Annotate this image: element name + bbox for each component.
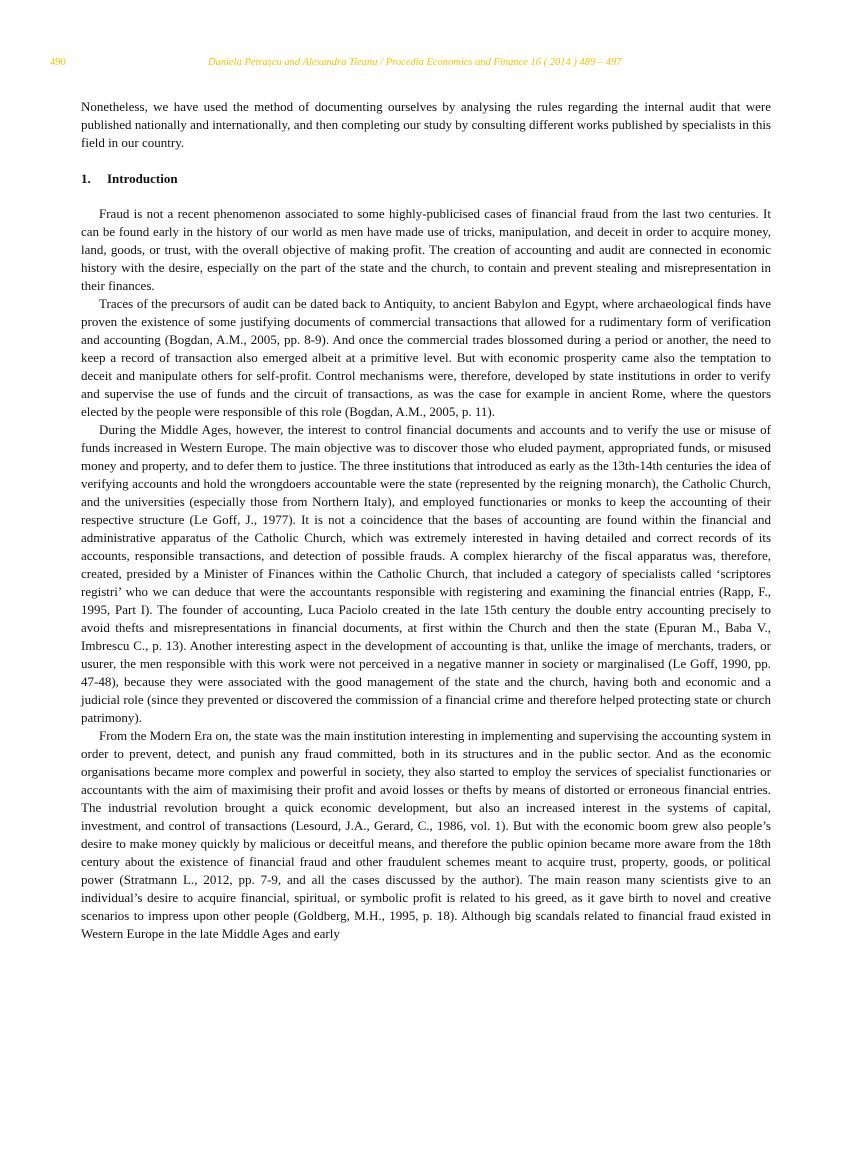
section-heading <box>81 170 771 188</box>
paragraph: Fraud is not a recent phenomenon associated to some highly-publicised cases of financial fraud from the last two centuries. It can be found early in the history of our world as men have made use of tricks, manipulation, and deceit in order to acquire money, land, goods, or trust, with the overall objective of making profit. The creation of accounting and audit are connected in economic history with the desire, especially on the part of the state and the church, to contain and prevent stealing and misrepresentation in their finances. <box>81 206 771 293</box>
paragraph: From the Modern Era on, the state was the main institution interesting in implementing and supervising the accounting system in order to prevent, detect, and punish any fraud committed, both in its structures and in the public sector. And as the economic organisations became more complex and powerful in society, they also started to employ the services of specialist functionaries or accountants with the aim of maximising their profit and avoid losses or thefts by means of distorted or erroneous financial entries. The industrial revolution brought a quick economic development, but also an increased interest in the systems of capital, investment, and control of transactions (Lesourd, J.A., Gerard, C., 1986, vol. 1). But with the economic boom grew also people’s desire to make money quickly by malicious or deceitful means, and therefore the public opinion became more aware from the 18th century about the existence of financial fraud and other fraudulent schemes meant to acquire trust, property, goods, or political power (Stratmann L., 2012, pp. 7-9, and all the cases discussed by the author). The main reason many scientists give to an individual’s desire to acquire financial, spiritual, or symbolic profit is related to his greed, as it gave birth to novel and creative scenarios to impress upon other people (Goldberg, M.H., 1995, p. 18). Although big scandals related to financial fraud existed in Western Europe in the late Middle Ages and early <box>81 728 771 941</box>
paragraph: Traces of the precursors of audit can be dated back to Antiquity, to ancient Babylon and Egypt, where archaeological finds have proven the existence of some justifying documents of commercial transactions that allowed for a rudimentary form of verification and accounting (Bogdan, A.M., 2005, pp. 8-9). And once the commercial trades blossomed during a period or another, the need to keep a record of transaction also emerged albeit at a primitive level. But with economic prosperity came also the temptation to deceit and manipulate others for self-profit. Control mechanisms were, therefore, developed by state institutions in order to verify and supervise the use of funds and the circuit of transactions, as was the case for example in ancient Rome, where the questors elected by the people were responsible of this role (Bogdan, A.M., 2005, p. 11). <box>81 296 771 419</box>
page-header <box>0 57 846 73</box>
running-title: Daniela Petrașcu and Alexandra Tieanu / Procedia Economics and Finance 16 ( 2014 ) 489 – 497 <box>208 57 622 68</box>
paragraph: During the Middle Ages, however, the interest to control financial documents and accounts and to verify the use or misuse of funds increased in Western Europe. The main objective was to discover those who eluded payment, appropriated funds, or misused money and property, and to defer them to justice. The three institutions that introduced as early as the 13th-14th centuries the idea of verifying accounts and hold the wrongdoers accountable were the state (represented by the reigning monarch), the Catholic Church, and the universities (especially those from Northern Italy), and employed functionaries or monks to keep the accounting of their respective structure (Le Goff, J., 1977). It is not a coincidence that the bases of accounting are found within the financial and administrative apparatus of the Catholic Church, which was extremely interested in having detailed and correct records of its accounts, responsible transactions, and detection of possible frauds. A complex hierarchy of the fiscal apparatus was, therefore, created, presided by a Minister of Finances within the Catholic Church, that included a category of specialists called ‘scriptores registri’ who we can deduce that were the accountants responsible with registering and examining the financial entries (Rapp, F., 1995, Part I). The founder of accounting, Luca Paciolo created in the late 15th century the double entry accounting precisely to avoid thefts and misrepresentations in financial documents, at first within the Church and then the state (Epuran M., Baba V., Imbrescu C., p. 13). Another interesting aspect in the development of accounting is that, unlike the image of merchants, traders, or usurer, the men responsible with this work were not perceived in a negative manner in society or marginalised (Le Goff, 1990, pp. 47-48), because they were associated with the good management of the state and the church, having both and economic and a judicial role (since they prevented or discovered the commission of a financial crime and therefore helped protecting state or church patrimony). <box>81 422 771 725</box>
intro-paragraph: Nonetheless, we have used the method of documenting ourselves by analysing the rules regarding the internal audit that were published nationally and internationally, and then completing our study by consulting different works published by specialists in this field in our country. <box>81 99 771 150</box>
section-title: Introduction <box>107 171 178 186</box>
page-number: 490 <box>50 57 66 68</box>
article-body <box>81 98 771 943</box>
section-number: 1. <box>81 171 91 186</box>
